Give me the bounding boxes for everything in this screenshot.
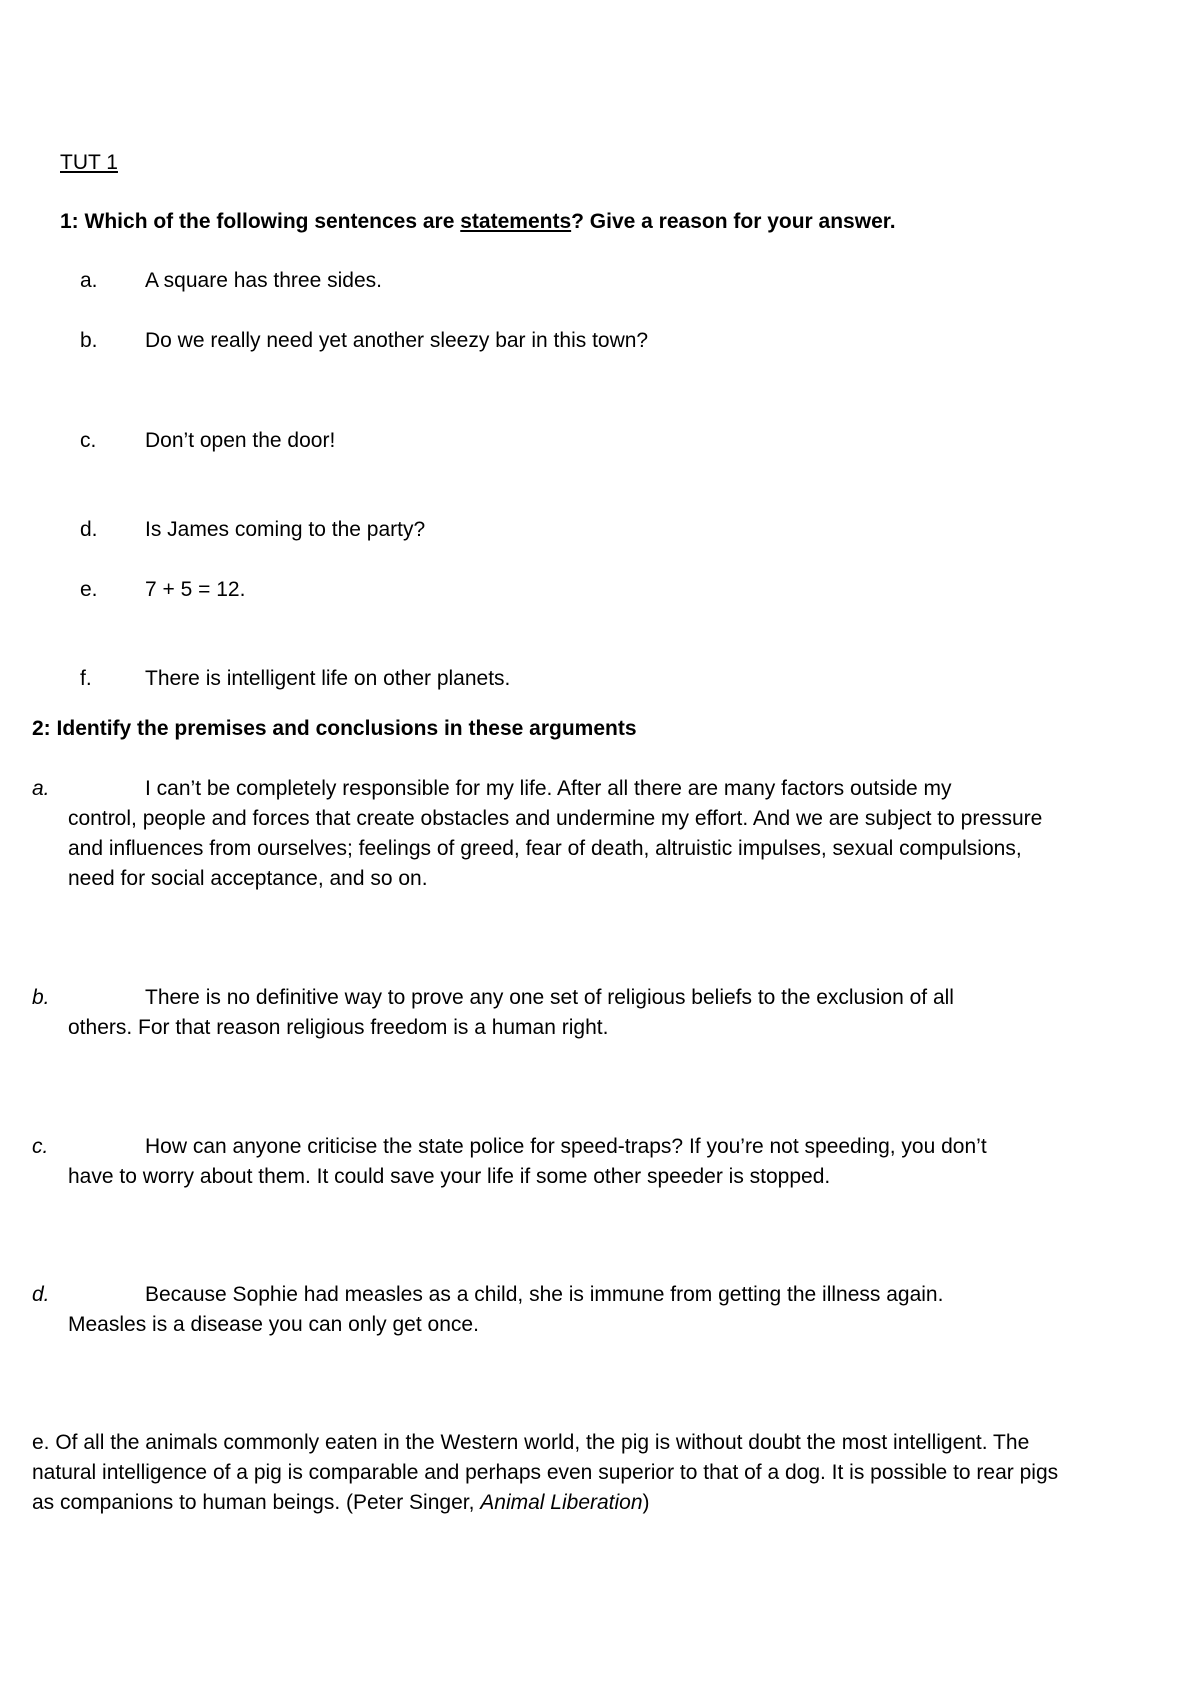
item-letter: b. (80, 329, 98, 352)
item-letter: c. (32, 1135, 49, 1158)
closing-paren: ) (642, 1491, 650, 1514)
item-letter: d. (32, 1283, 50, 1306)
item-continuation: Measles is a disease you can only get once. (68, 1313, 479, 1336)
q1-item-c (0, 426, 1200, 456)
item-letter: b. (32, 986, 50, 1009)
item-text: There is intelligent life on other planets. (145, 667, 511, 690)
item-text: Don’t open the door! (145, 429, 336, 452)
q1-item-a (0, 266, 1200, 296)
q2-item-e (32, 1428, 1062, 1518)
item-first-line: Because Sophie had measles as a child, she is immune from getting the illness again. (145, 1283, 944, 1306)
q1-item-f (0, 664, 1200, 694)
question-2-heading (32, 714, 637, 744)
item-continuation: have to worry about them. It could save your life if some other speeder is stopped. (68, 1165, 831, 1188)
item-text: Do we really need yet another sleezy bar in this town? (145, 329, 649, 352)
item-letter: a. (80, 269, 98, 292)
item-first-line: How can anyone criticise the state police for speed-traps? If you’re not speeding, you don’t (145, 1135, 987, 1158)
item-first-line: There is no definitive way to prove any one set of religious beliefs to the exclusion of all (145, 986, 954, 1009)
q1-item-e (0, 575, 1200, 605)
question-number: 1: (60, 210, 79, 233)
item-text: Is James coming to the party? (145, 518, 426, 541)
item-continuation: control, people and forces that create obstacles and undermine my effort. And we are subject to pressure and influences from ourselves; feelings of greed, fear of death, altruistic impulses, sexual compulsions, need for social acceptance, and so on. (68, 807, 1043, 890)
question-underlined-term: statements (460, 210, 572, 233)
item-first-line: I can’t be completely responsible for my life. After all there are many factors outside my (145, 777, 952, 800)
item-text: e. Of all the animals commonly eaten in the Western world, the pig is without doubt the most intelligent. The natural intelligence of a pig is comparable and perhaps even superior to that of a dog. It is possible to rear pigs as companions to human beings. (Peter Singer, (32, 1431, 1059, 1514)
book-title: Animal Liberation (480, 1491, 643, 1514)
item-letter: f. (80, 667, 92, 690)
question-suffix: ? Give a reason for your answer. (571, 210, 896, 233)
question-number: 2: (32, 717, 51, 740)
question-1-heading (60, 207, 896, 237)
question-prefix: Which of the following sentences are (84, 210, 461, 233)
item-text: A square has three sides. (145, 269, 382, 292)
item-letter: a. (32, 777, 50, 800)
item-letter: d. (80, 518, 98, 541)
item-continuation: others. For that reason religious freedom is a human right. (68, 1016, 609, 1039)
question-heading-text: Identify the premises and conclusions in these arguments (56, 717, 637, 740)
q1-item-b (0, 326, 1200, 356)
item-letter: c. (80, 429, 97, 452)
item-text: 7 + 5 = 12. (145, 578, 246, 601)
q1-item-d (0, 515, 1200, 545)
item-letter: e. (80, 578, 98, 601)
page-title: TUT 1 (60, 151, 118, 174)
